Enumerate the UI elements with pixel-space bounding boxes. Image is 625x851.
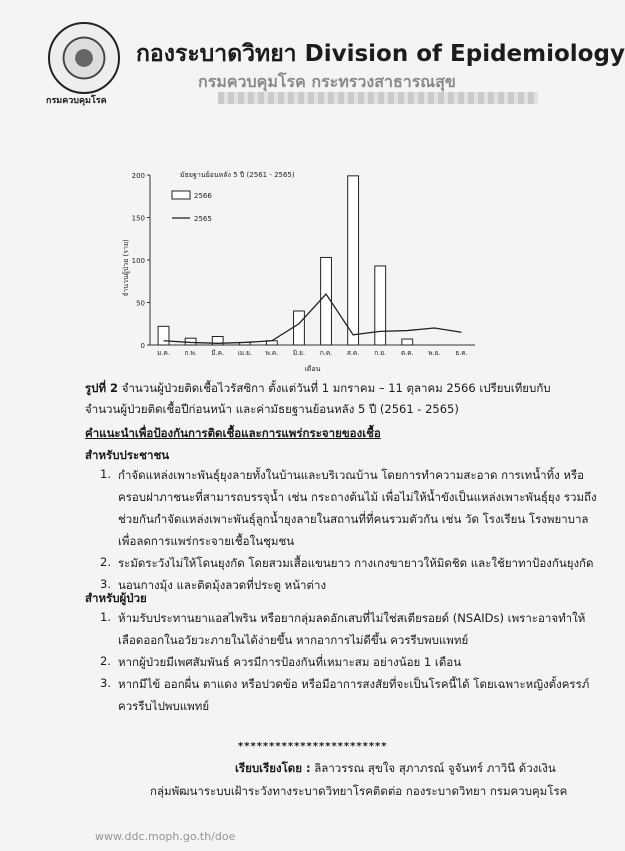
bar-2566 xyxy=(402,339,413,345)
patient-item-text: ห้ามรับประทานยาแอสไพริน หรือยากลุ่มลดอักเสบที่ไม่ใช่สเตียรอยด์ (NSAIDs) เพราะอาจทำให้ xyxy=(118,611,586,625)
y-tick-label: 0 xyxy=(140,342,145,350)
x-tick-label: ธ.ค. xyxy=(455,349,468,357)
advice-heading: คำแนะนำเพื่อป้องกันการติดเชื้อและการแพร่กระจายของเชื้อ xyxy=(85,426,381,440)
caption-text: จำนวนผู้ป่วยติดเชื้อไวรัสซิกา ตั้งแต่วันที่ 1 มกราคม – 11 ตุลาคม 2566 เปรียบเทียบกับจำนวนผู้ป่วยติดเชื้อปีก่อนหน้า และค่ามัธยฐานย้อนหลัง 5 ปี (2561 - 2565) xyxy=(85,381,551,416)
public-item-number: 3. xyxy=(100,577,111,591)
caption-label: รูปที่ 2 xyxy=(85,381,119,395)
legend-label-2565: 2565 xyxy=(194,215,212,223)
line-2565 xyxy=(164,294,462,343)
patient-item-text: หากมีไข้ ออกผื่น ตาแดง หรือปวดข้อ หรือมีอาการสงสัยที่จะเป็นโรคนี้ได้ โดยเฉพาะหญิงตั้งครรภ์ xyxy=(118,677,590,691)
x-tick-label: ก.ย. xyxy=(374,349,387,357)
footer-text: www.ddc.moph.go.th/doe xyxy=(95,830,236,843)
public-item-text: กำจัดแหล่งเพาะพันธุ์ยุงลายทั้งในบ้านและบริเวณบ้าน โดยการทำความสะอาด การเทน้ำทิ้ง หรือ xyxy=(118,468,585,482)
public-item-text: เพื่อลดการแพร่กระจายเชื้อในชุมชน xyxy=(118,534,295,548)
x-tick-label: ก.พ. xyxy=(184,349,197,357)
public-item-text: ช่วยกันกำจัดแหล่งเพาะพันธุ์ลูกน้ำยุงลายในสถานที่ที่คนรวมตัวกัน เช่น วัด โรงเรียน โรงพยาบาล xyxy=(118,512,589,526)
y-tick-label: 50 xyxy=(136,299,145,308)
x-tick-label: มี.ค. xyxy=(211,349,225,357)
author-line xyxy=(235,760,556,778)
bar-2566 xyxy=(375,266,386,345)
legend-label-2566: 2566 xyxy=(194,192,212,200)
y-tick-label: 100 xyxy=(131,257,145,265)
patient-item-text: หากผู้ป่วยมีเพศสัมพันธ์ ควรมีการป้องกันที่เหมาะสม อย่างน้อย 1 เดือน xyxy=(118,655,462,669)
x-tick-label: พ.ย. xyxy=(428,349,441,357)
public-heading: สำหรับประชาชน xyxy=(85,448,170,462)
y-axis-label: จำนวนผู้ป่วย (ราย) xyxy=(122,239,130,297)
patient-item-text: ควรรีบไปพบแพทย์ xyxy=(118,699,210,713)
author-unit: กลุ่มพัฒนาระบบเฝ้าระวังทางระบาดวิทยาโรคติดต่อ กองระบาดวิทยา กรมควบคุมโรค xyxy=(150,784,568,798)
patient-item-number: 2. xyxy=(100,654,111,668)
patient-item-number: 3. xyxy=(100,676,111,690)
y-tick-label: 150 xyxy=(131,214,145,223)
public-item-number: 1. xyxy=(100,467,111,481)
bar-2566 xyxy=(158,326,169,345)
legend-title: มัธยฐานย้อนหลัง 5 ปี (2561 - 2565) xyxy=(180,171,295,179)
public-item-number: 2. xyxy=(100,555,111,569)
x-tick-label: ม.ค. xyxy=(157,349,170,357)
bar-2566 xyxy=(348,176,359,345)
ministry-seal-logo xyxy=(48,22,120,94)
zika-cases-chart xyxy=(122,160,490,375)
legend-swatch-2566 xyxy=(172,191,190,199)
page-footer xyxy=(0,828,600,851)
x-tick-label: พ.ค. xyxy=(265,349,279,357)
x-axis-label: เดือน xyxy=(304,365,321,373)
public-item-text: นอนกางมุ้ง และติดมุ้งลวดที่ประตู หน้าต่าง xyxy=(118,578,327,592)
x-tick-label: ต.ค. xyxy=(400,349,414,357)
author-names: ลิลาวรรณ สุขใจ สุภาภรณ์ จูจันทร์ ภาวินี ด้วงเงิน xyxy=(310,761,556,775)
public-item-text: ระมัดระวังไม่ให้โดนยุงกัด โดยสวมเสื้อแขนยาว กางเกงขายาวให้มิดชิด และใช้ยาทาป้องกันยุงกัด xyxy=(118,556,594,570)
author-label: เรียบเรียงโดย : xyxy=(235,761,311,775)
bar-2566 xyxy=(321,257,332,345)
divider-stars: ************************ xyxy=(238,741,388,752)
header-subtitle: กรมควบคุมโรค กระทรวงสาธารณสุข xyxy=(198,72,456,91)
x-tick-label: มิ.ย. xyxy=(292,349,306,357)
header-faded-line xyxy=(218,92,538,104)
patient-heading: สำหรับผู้ป่วย xyxy=(85,591,147,605)
x-tick-label: เม.ย. xyxy=(237,349,253,357)
y-tick-label: 200 xyxy=(131,172,145,180)
bar-2566 xyxy=(294,311,305,345)
x-tick-label: ส.ค. xyxy=(346,349,360,357)
x-tick-label: ก.ค. xyxy=(319,349,333,357)
patient-item-number: 1. xyxy=(100,610,111,624)
seal-label: กรมควบคุมโรค xyxy=(46,96,107,106)
public-item-text: ครอบฝาภาชนะที่สามารถบรรจุน้ำ เช่น กระถางต้นไม้ เพื่อไม่ให้น้ำขังเป็นแหล่งเพาะพันธุ์ยุง รวมถึง xyxy=(118,490,597,504)
figure-caption xyxy=(85,378,555,420)
patient-item-text: เลือดออกในอวัยวะภายในได้ง่ายขึ้น หากอาการไม่ดีขึ้น ควรรีบพบแพทย์ xyxy=(118,633,469,647)
header-title: กองระบาดวิทยา Division of Epidemiology xyxy=(136,41,625,67)
